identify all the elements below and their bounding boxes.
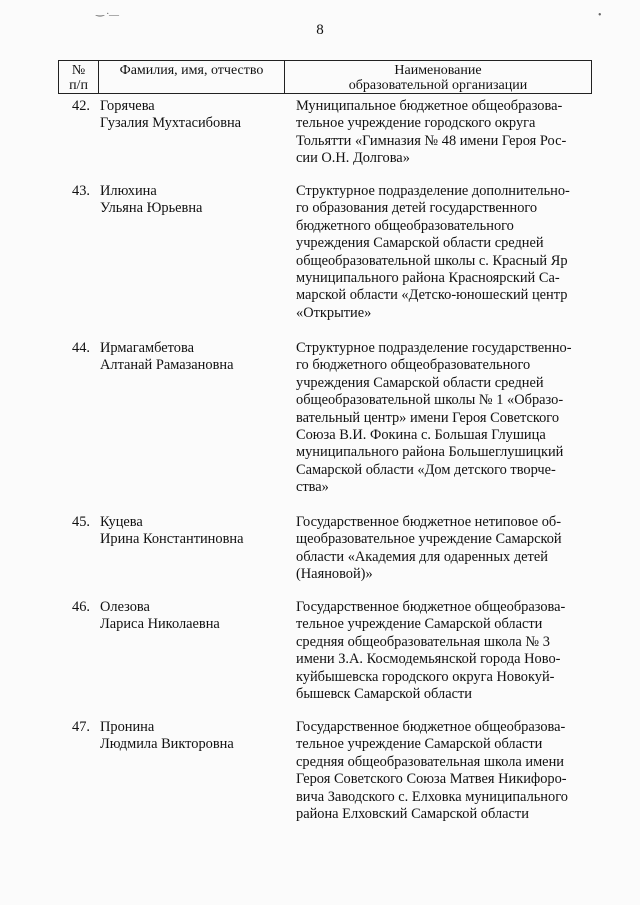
organization-name: Структурное подразделение дополнительно- го образования детей государственного бюджетного общеобразовательного учреждения Самарской области средней общеобразовательной школы с. Красный Яр муниципального района Красноярский Са- марской области «Детско-юношеский центр «Открытие» <box>296 183 570 321</box>
table-row <box>58 98 592 168</box>
header-number: № п/п <box>59 61 99 93</box>
person-name: Илюхина Ульяна Юрьевна <box>100 183 203 217</box>
person-name: Пронина Людмила Викторовна <box>100 719 234 753</box>
table-row <box>58 514 592 584</box>
person-name: Горячева Гузалия Мухтасибовна <box>100 98 242 132</box>
table-row <box>58 183 592 322</box>
organization-name: Государственное бюджетное нетиповое об- щеобразовательное учреждение Самарской области «Академия для одаренных детей (Наяновой)» <box>296 514 562 583</box>
person-name: Куцева Ирина Константиновна <box>100 514 244 548</box>
row-number: 46. <box>72 599 90 615</box>
page-number: 8 <box>316 22 324 38</box>
person-name: Ирмагамбетова Алтанай Рамазановна <box>100 340 234 374</box>
table-row <box>58 719 592 823</box>
organization-name: Государственное бюджетное общеобразова- тельное учреждение Самарской области средняя общеобразовательная школа имени Героя Советского Союза Матвея Никифоро- вича Заводского с. Елховка муниципального района Елховский Самарской области <box>296 719 568 823</box>
organization-name: Государственное бюджетное общеобразова- тельное учреждение Самарской области средняя общеобразовательная школа № 3 имени З.А. Космодемьянской города Ново- куйбышевска городского округа Новокуй- бышевск Самарской области <box>296 599 566 703</box>
row-number: 44. <box>72 340 90 356</box>
row-number: 45. <box>72 514 90 530</box>
header-name: Фамилия, имя, отчество <box>99 61 285 93</box>
row-number: 47. <box>72 719 90 735</box>
organization-name: Структурное подразделение государственно- го бюджетного общеобразовательного учреждения Самарской области средней общеобразовательной школы № 1 «Образо- вательный центр» имени Героя Советского Союза В.И. Фокина с. Большая Глушица муниципального района Большеглушицкий Самарской области «Дом детского творче- ства» <box>296 340 572 496</box>
person-name: Олезова Лариса Николаевна <box>100 599 220 633</box>
table-header <box>58 60 592 94</box>
row-number: 42. <box>72 98 90 114</box>
table-row <box>58 599 592 703</box>
organization-name: Муниципальное бюджетное общеобразова- тельное учреждение городского округа Тольятти «Гимназия № 48 имени Героя Рос- сии О.Н. Долгова» <box>296 98 567 167</box>
scan-speck: ‿ .__ <box>96 6 120 17</box>
header-organization: Наименование образовательной организации <box>348 63 528 93</box>
row-number: 43. <box>72 183 90 199</box>
scan-speck: • <box>598 10 602 21</box>
table-row <box>58 340 592 497</box>
